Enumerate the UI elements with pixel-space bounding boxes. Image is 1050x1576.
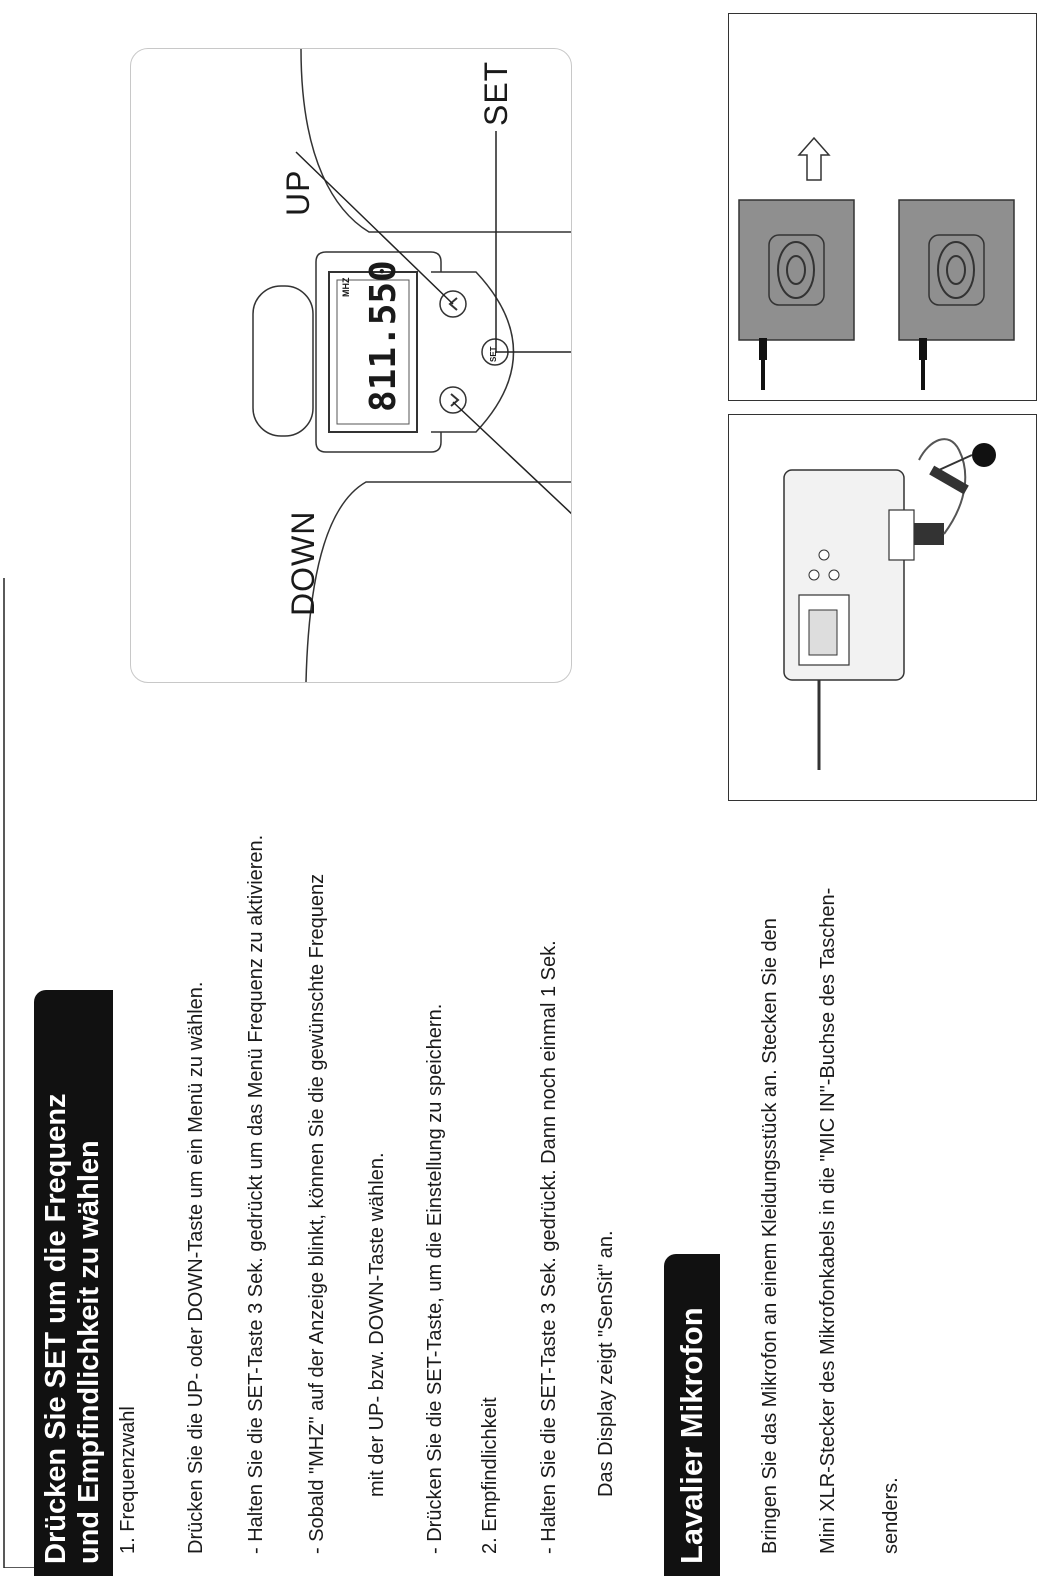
set-leader-line: [494, 113, 498, 353]
lavalier-connection-illustration: [728, 414, 1037, 801]
section-heading-lavalier: [664, 1254, 720, 1576]
callout-down: DOWN: [285, 510, 321, 616]
callout-up: UP: [280, 169, 316, 216]
section-heading-frequency: [34, 990, 113, 1576]
instruction-line: Drücken Sie die UP- oder DOWN-Taste um ein Menü zu wählen.: [185, 981, 207, 1554]
lcd-mhz-indicator: MHZ: [341, 277, 351, 297]
step-sensitivity-title: 2. Empfindlichkeit: [479, 1397, 501, 1554]
lcd-frequency-readout: 811.550: [363, 260, 404, 412]
instruction-line: Das Display zeigt "SenSit" an.: [595, 1230, 617, 1497]
transmitter-front-panel-diagram: [130, 48, 572, 683]
device-drawing: [131, 49, 571, 682]
instruction-line: - Halten Sie die SET-Taste 3 Sek. gedrückt um das Menü Frequenz zu aktivieren.: [245, 834, 267, 1554]
callout-set: SET: [478, 60, 514, 126]
heading-line-1: Drücken Sie SET um die Frequenz: [40, 1093, 72, 1564]
lavalier-instruction-line: senders.: [880, 1477, 902, 1554]
belt-clip-drawing: [729, 14, 1036, 400]
set-button-label: SET: [489, 346, 498, 362]
lavalier-instruction-line: Bringen Sie das Mikrofon an einem Kleidungsstück an. Stecken Sie den: [759, 918, 781, 1554]
instruction-line: mit der UP- bzw. DOWN-Taste wählen.: [366, 1152, 388, 1497]
instruction-line: - Drücken Sie die SET-Taste, um die Einstellung zu speichern.: [424, 1003, 446, 1554]
instruction-line: - Sobald "MHZ" auf der Anzeige blinkt, können Sie die gewünschte Frequenz: [306, 873, 328, 1554]
step-frequency-title: 1. Frequenzwahl: [117, 1406, 139, 1554]
belt-clip-illustration: [728, 13, 1037, 401]
lavalier-drawing: [729, 415, 1036, 800]
instruction-line: - Halten Sie die SET-Taste 3 Sek. gedrückt. Dann noch einmal 1 Sek.: [538, 940, 560, 1554]
heading-text: Lavalier Mikrofon: [674, 1307, 709, 1564]
lavalier-instruction-line: Mini XLR-Stecker des Mikrofonkabels in die "MIC IN"-Buchse des Taschen-: [817, 887, 839, 1554]
heading-line-2: und Empfindlichkeit zu wählen: [73, 1140, 106, 1564]
